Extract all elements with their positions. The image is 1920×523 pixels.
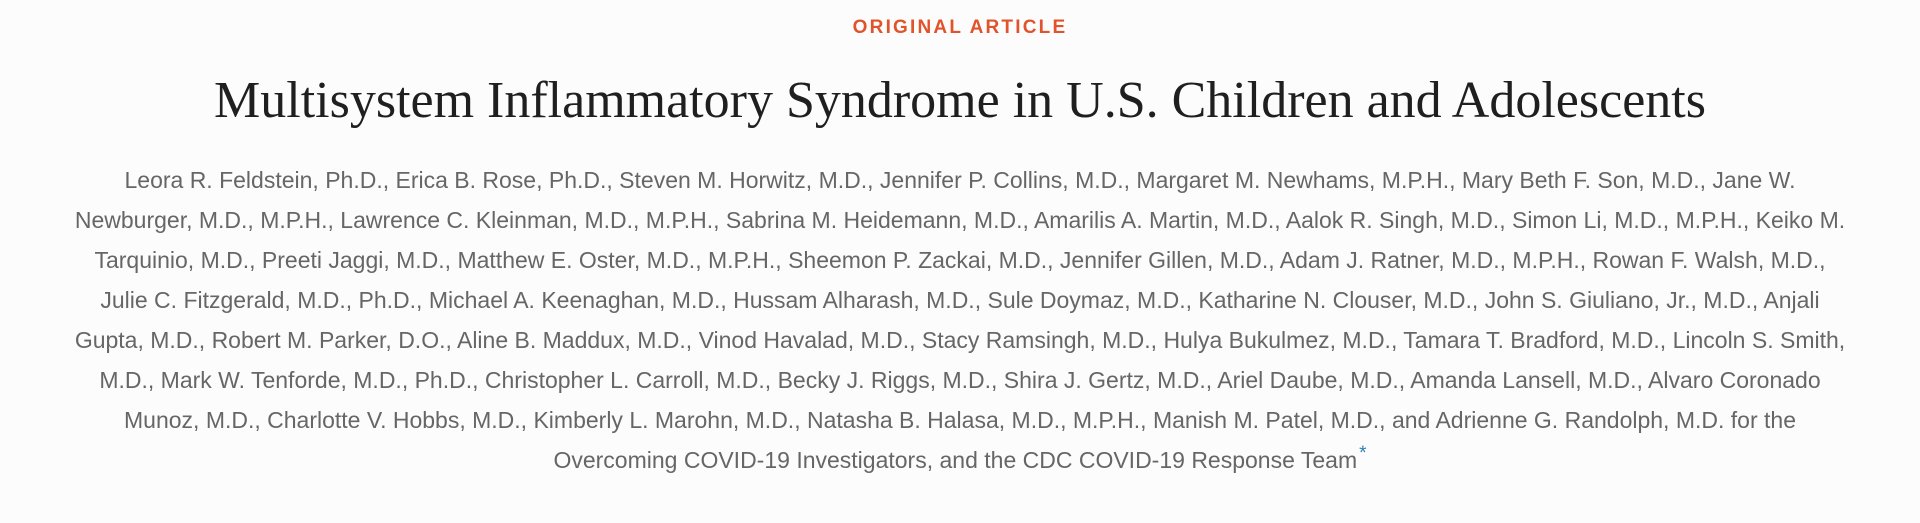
article-title: Multisystem Inflammatory Syndrome in U.S. Children and Adolescents	[214, 72, 1706, 129]
author-list	[70, 160, 1850, 480]
section-label: ORIGINAL ARTICLE	[852, 17, 1068, 38]
author-names: Leora R. Feldstein, Ph.D., Erica B. Rose, Ph.D., Steven M. Horwitz, M.D., Jennifer P. Collins, M.D., Margaret M. Newhams, M.P.H., Mary Beth F. Son, M.D., Jane W. Newburger, M.D., M.P.H., Lawrence C. Kleinman, M.D., M.P.H., Sabrina M. Heidemann, M.D., Amarilis A. Martin, M.D., Aalok R. Singh, M.D., Simon Li, M.D., M.P.H., Keiko M. Tarquinio, M.D., Preeti Jaggi, M.D., Matthew E. Oster, M.D., M.P.H., Sheemon P. Zackai, M.D., Jennifer Gillen, M.D., Adam J. Ratner, M.D., M.P.H., Rowan F. Walsh, M.D., Julie C. Fitzgerald, M.D., Ph.D., Michael A. Keenaghan, M.D., Hussam Alharash, M.D., Sule Doymaz, M.D., Katharine N. Clouser, M.D., John S. Giuliano, Jr., M.D., Anjali Gupta, M.D., Robert M. Parker, D.O., Aline B. Maddux, M.D., Vinod Havalad, M.D., Stacy Ramsingh, M.D., Hulya Bukulmez, M.D., Tamara T. Bradford, M.D., Lincoln S. Smith, M.D., Mark W. Tenforde, M.D., Ph.D., Christopher L. Carroll, M.D., Becky J. Riggs, M.D., Shira J. Gertz, M.D., Ariel Daube, M.D., Amanda Lansell, M.D., Alvaro Coronado Munoz, M.D., Charlotte V. Hobbs, M.D., Kimberly L. Marohn, M.D., Natasha B. Halasa, M.D., M.P.H., Manish M. Patel, M.D., and Adrienne G. Randolph, M.D. for the Overcoming COVID-19 Investigators, and the CDC COVID-19 Response Team	[74, 167, 1846, 473]
author-footnote-link[interactable]: *	[1359, 443, 1367, 465]
